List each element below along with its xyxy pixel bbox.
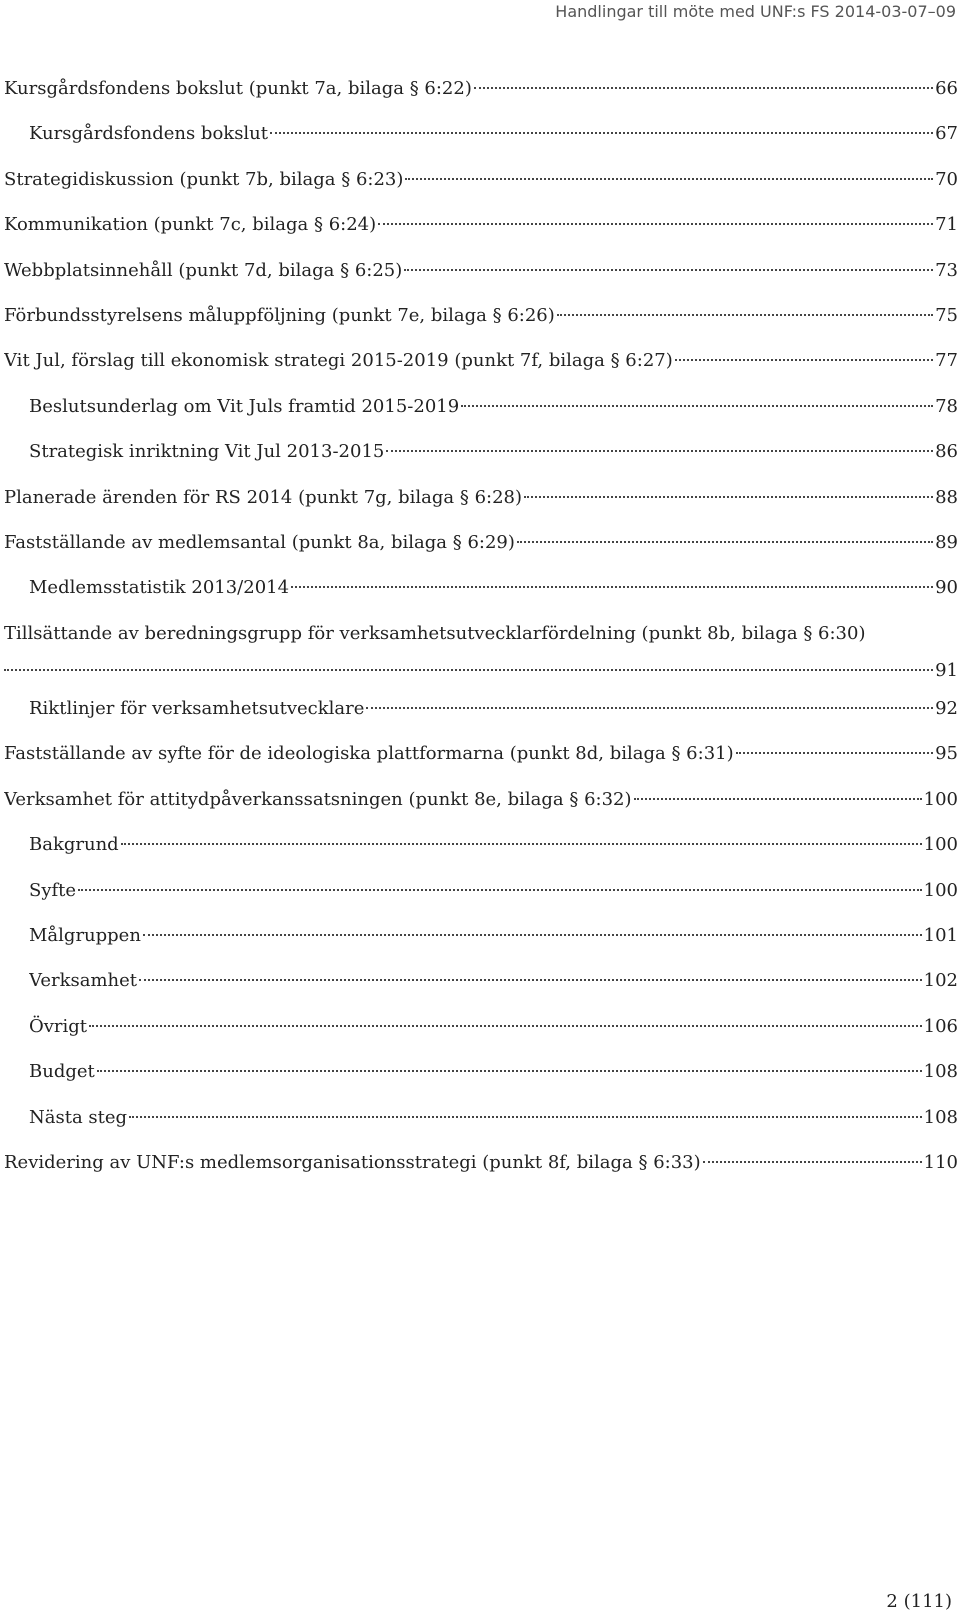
running-header: Handlingar till möte med UNF:s FS 2014-03-07–09 <box>555 2 956 21</box>
toc-entry-title: Verksamhet för attitydpåverkanssatsningen (punkt 8e, bilaga § 6:32) <box>4 788 632 810</box>
toc-entry-page: 78 <box>935 395 958 417</box>
toc-entry[interactable] <box>4 1049 958 1094</box>
toc-entry-title: Målgruppen <box>29 925 141 947</box>
toc-entry[interactable] <box>4 1095 958 1140</box>
toc-entry-page: 95 <box>935 743 958 765</box>
toc-entry[interactable] <box>4 611 958 656</box>
toc-entry-title: Verksamhet <box>29 970 138 992</box>
toc-entry[interactable] <box>4 958 958 1003</box>
table-of-contents <box>4 66 958 1185</box>
toc-dot-leader <box>524 496 933 498</box>
toc-entry-title: Fastställande av syfte för de ideologiska plattformarna (punkt 8d, bilaga § 6:31) <box>4 743 734 765</box>
toc-entry-title: Nästa steg <box>29 1106 128 1128</box>
toc-entry[interactable] <box>4 656 958 686</box>
toc-entry[interactable] <box>4 1140 958 1185</box>
toc-dot-leader <box>378 223 933 225</box>
toc-dot-leader <box>517 541 933 543</box>
toc-entry-page: 75 <box>935 304 958 326</box>
toc-dot-leader <box>461 405 933 407</box>
toc-entry-page: 101 <box>923 925 958 947</box>
toc-entry[interactable] <box>4 565 958 610</box>
toc-entry-page: 89 <box>935 531 958 553</box>
toc-dot-leader <box>474 87 933 89</box>
toc-entry-title: Övrigt <box>29 1015 88 1037</box>
toc-dot-leader <box>557 314 933 316</box>
toc-dot-leader <box>675 359 933 361</box>
toc-entry-title: Revidering av UNF:s medlemsorganisationsstrategi (punkt 8f, bilaga § 6:33) <box>4 1151 701 1173</box>
toc-dot-leader <box>78 889 922 891</box>
toc-entry-page: 106 <box>923 1015 958 1037</box>
toc-entry-title: Budget <box>29 1061 95 1083</box>
toc-dot-leader <box>404 269 933 271</box>
toc-entry[interactable] <box>4 248 958 293</box>
toc-dot-leader <box>121 843 922 845</box>
toc-entry-page: 86 <box>935 441 958 463</box>
toc-entry[interactable] <box>4 475 958 520</box>
toc-dot-leader <box>97 1070 922 1072</box>
toc-entry[interactable] <box>4 202 958 247</box>
toc-entry-title: Bakgrund <box>29 834 119 856</box>
toc-entry[interactable] <box>4 686 958 731</box>
toc-entry-title: Kursgårdsfondens bokslut (punkt 7a, bilaga § 6:22) <box>4 78 472 99</box>
toc-entry-title: Tillsättande av beredningsgrupp för verksamhetsutvecklarfördelning (punkt 8b, bilaga § 6:30) <box>4 622 866 644</box>
toc-dot-leader <box>703 1161 922 1163</box>
toc-entry-page: 77 <box>935 350 958 372</box>
toc-entry[interactable] <box>4 777 958 822</box>
toc-entry[interactable] <box>4 338 958 383</box>
toc-entry[interactable] <box>4 822 958 867</box>
page-number: 2 (111) <box>886 1591 952 1612</box>
toc-dot-leader <box>736 752 933 754</box>
toc-dot-leader <box>366 707 933 709</box>
toc-entry-page: 108 <box>923 1061 958 1083</box>
toc-entry-title: Strategidiskussion (punkt 7b, bilaga § 6:23) <box>4 168 404 190</box>
toc-dot-leader <box>386 450 933 452</box>
toc-entry-page: 100 <box>923 788 958 810</box>
toc-entry[interactable] <box>4 731 958 776</box>
toc-entry[interactable] <box>4 157 958 202</box>
toc-dot-leader <box>291 586 933 588</box>
toc-entry-page: 88 <box>935 486 958 508</box>
toc-entry-title: Vit Jul, förslag till ekonomisk strategi 2015-2019 (punkt 7f, bilaga § 6:27) <box>4 350 673 372</box>
toc-entry-page: 110 <box>923 1151 958 1173</box>
toc-entry-title: Medlemsstatistik 2013/2014 <box>29 577 290 599</box>
toc-entry-title: Beslutsunderlag om Vit Juls framtid 2015-2019 <box>29 395 460 417</box>
toc-entry-title: Kursgårdsfondens bokslut <box>29 123 269 145</box>
toc-dot-leader <box>129 1116 922 1118</box>
toc-entry-title: Syfte <box>29 879 77 901</box>
toc-entry-page: 67 <box>935 123 958 145</box>
toc-entry[interactable] <box>4 66 958 111</box>
toc-entry-page: 90 <box>935 577 958 599</box>
toc-entry-page: 100 <box>923 834 958 856</box>
toc-entry-title: Planerade ärenden för RS 2014 (punkt 7g, bilaga § 6:28) <box>4 486 523 508</box>
toc-entry-page: 100 <box>923 879 958 901</box>
toc-entry-page: 71 <box>935 214 958 236</box>
toc-entry-title: Fastställande av medlemsantal (punkt 8a, bilaga § 6:29) <box>4 531 515 553</box>
toc-dot-leader <box>139 979 922 981</box>
toc-dot-leader <box>405 178 933 180</box>
toc-entry-page: 102 <box>923 970 958 992</box>
toc-entry[interactable] <box>4 1004 958 1049</box>
toc-entry[interactable] <box>4 913 958 958</box>
toc-dot-leader <box>634 798 922 800</box>
toc-entry-page: 91 <box>935 660 958 682</box>
toc-entry-page: 73 <box>935 259 958 281</box>
toc-entry-page: 108 <box>923 1106 958 1128</box>
toc-entry[interactable] <box>4 520 958 565</box>
toc-entry-page: 70 <box>935 168 958 190</box>
toc-entry[interactable] <box>4 293 958 338</box>
toc-entry-title: Webbplatsinnehåll (punkt 7d, bilaga § 6:25) <box>4 259 403 281</box>
toc-dot-leader <box>89 1025 922 1027</box>
toc-entry[interactable] <box>4 384 958 429</box>
toc-dot-leader <box>143 934 922 936</box>
toc-entry-page: 92 <box>935 698 958 720</box>
toc-entry-title: Förbundsstyrelsens måluppföljning (punkt 7e, bilaga § 6:26) <box>4 304 555 326</box>
toc-entry[interactable] <box>4 429 958 474</box>
toc-entry[interactable] <box>4 868 958 913</box>
toc-entry-page: 66 <box>935 78 958 99</box>
toc-entry-title: Kommunikation (punkt 7c, bilaga § 6:24) <box>4 214 377 236</box>
toc-entry[interactable] <box>4 111 958 156</box>
toc-entry-title: Riktlinjer för verksamhetsutvecklare <box>29 698 365 720</box>
toc-dot-leader <box>4 669 933 671</box>
toc-dot-leader <box>270 132 933 134</box>
toc-entry-title: Strategisk inriktning Vit Jul 2013-2015 <box>29 441 385 463</box>
